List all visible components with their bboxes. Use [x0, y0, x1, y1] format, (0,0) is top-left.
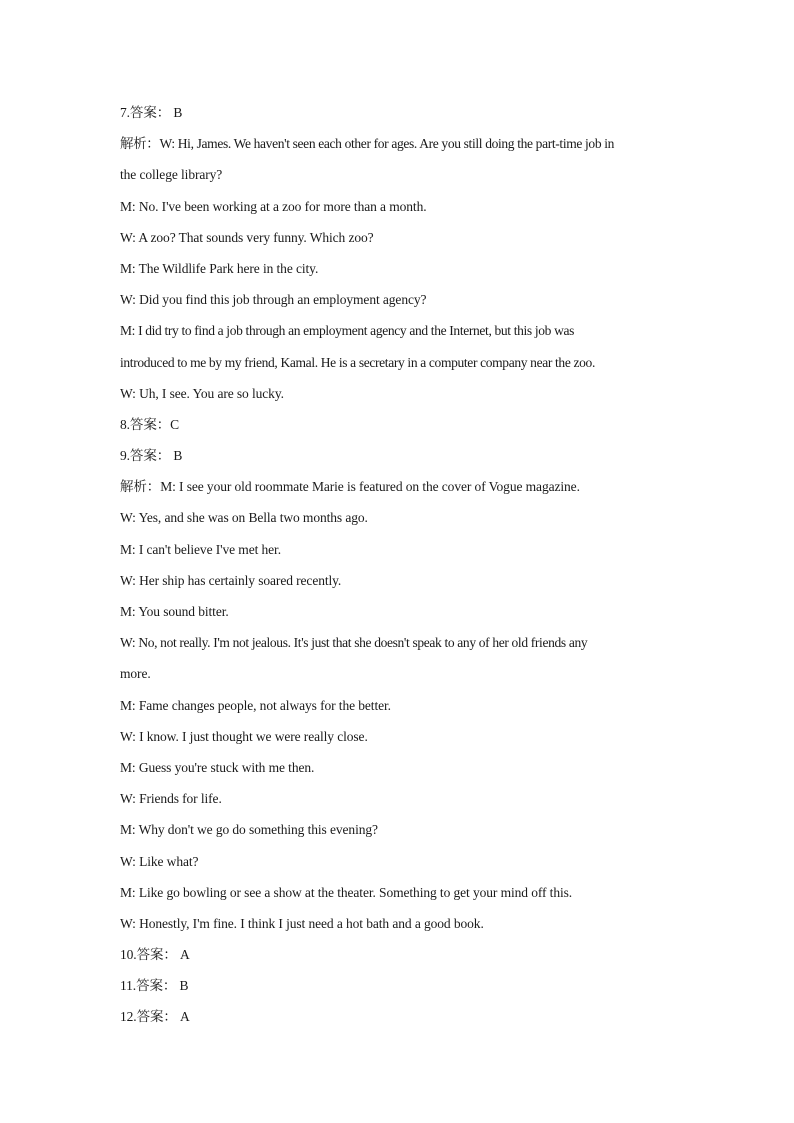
dialogue-line: W: Her ship has certainly soared recently. [120, 572, 342, 588]
answer-line-12: 12.答案： A [120, 1009, 190, 1025]
document-page [120, 97, 680, 1033]
dialogue-line: M: I did try to find a job through an employment agency and the Internet, but this job was [120, 323, 575, 339]
dialogue-line: M: Guess you're stuck with me then. [120, 759, 315, 775]
dialogue-line: M: Like go bowling or see a show at the theater. Something to get your mind off this. [120, 884, 573, 900]
analysis-line: 解析：W: Hi, James. We haven't seen each other for ages. Are you still doing the part-time job in [120, 136, 615, 152]
dialogue-line: W: I know. I just thought we were really close. [120, 728, 368, 744]
dialogue-line: W: Uh, I see. You are so lucky. [120, 385, 284, 401]
dialogue-line: M: Fame changes people, not always for the better. [120, 697, 391, 713]
answer-line-11: 11.答案： B [120, 978, 189, 994]
dialogue-line: more. [120, 666, 151, 682]
dialogue-line: introduced to me by my friend, Kamal. He is a secretary in a computer company near the zoo. [120, 354, 595, 370]
dialogue-line: the college library? [120, 167, 223, 183]
dialogue-line: W: Yes, and she was on Bella two months ago. [120, 510, 368, 526]
dialogue-line: W: No, not really. I'm not jealous. It's just that she doesn't speak to any of her old friends any [120, 635, 588, 651]
answer-line-9: 9.答案： B [120, 448, 183, 464]
dialogue-line: W: Friends for life. [120, 791, 222, 807]
analysis-line: 解析：M: I see your old roommate Marie is featured on the cover of Vogue magazine. [120, 479, 580, 495]
dialogue-line: W: Like what? [120, 853, 199, 869]
answer-line-8: 8.答案：C [120, 416, 180, 432]
answer-line-7: 7.答案： B [120, 105, 183, 120]
dialogue-line: W: A zoo? That sounds very funny. Which zoo? [120, 229, 374, 245]
dialogue-line: W: Did you find this job through an employment agency? [120, 292, 427, 308]
dialogue-line: M: Why don't we go do something this evening? [120, 822, 378, 838]
dialogue-line: M: The Wildlife Park here in the city. [120, 260, 319, 276]
dialogue-line: M: I can't believe I've met her. [120, 541, 281, 557]
dialogue-line: M: You sound bitter. [120, 604, 229, 619]
dialogue-line: M: No. I've been working at a zoo for more than a month. [120, 198, 427, 214]
answer-line-10: 10.答案： A [120, 947, 190, 963]
dialogue-line: W: Honestly, I'm fine. I think I just need a hot bath and a good book. [120, 915, 484, 931]
